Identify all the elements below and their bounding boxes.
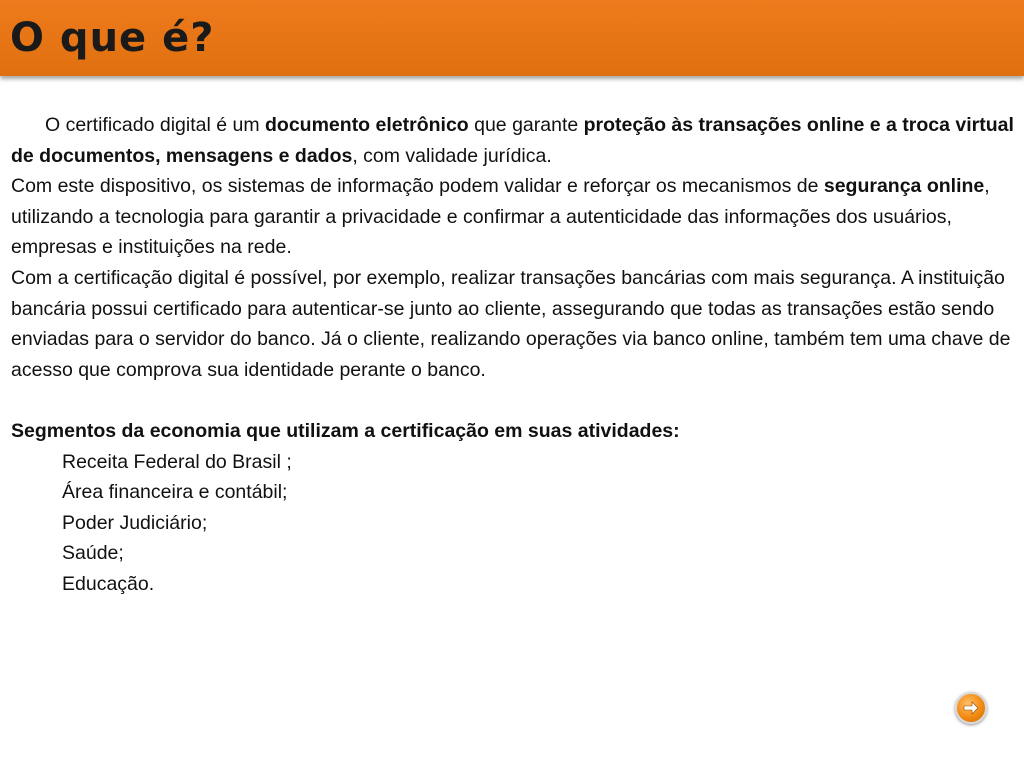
paragraph-text: , utilizando a tecnologia para garantir a privacidade e confirmar a autenticidade das informações dos usuários, empresas e instituições na rede.	[11, 175, 990, 259]
segment-item: Educação.	[62, 572, 155, 595]
segment-item: Saúde;	[62, 542, 124, 565]
paragraph-text: que garante	[468, 114, 584, 136]
spacer	[11, 385, 1014, 416]
segment-item: Receita Federal do Brasil ;	[62, 450, 292, 473]
title-bar	[0, 0, 1024, 76]
segment-list	[11, 447, 1014, 600]
next-slide-button[interactable]	[955, 692, 987, 724]
segment-item: Poder Judiciário;	[62, 511, 208, 534]
segments-heading: Segmentos da economia que utilizam a certificação em suas atividades:	[11, 419, 680, 442]
paragraph-banking: Com a certificação digital é possível, por exemplo, realizar transações bancárias com mais segurança. A instituição bancária possui certificado para autenticar-se junto ao cliente, assegurando que todas as transações estão sendo enviadas para o servidor do banco. Já o cliente, realizando operações via banco online, também tem uma chave de acesso que comprova sua identidade perante o banco.	[11, 266, 1011, 381]
segment-item: Área financeira e contábil;	[62, 481, 288, 504]
bold-phrase: segurança online	[823, 175, 985, 198]
bold-phrase: documento eletrônico	[265, 114, 469, 136]
paragraph-definition	[11, 110, 1014, 171]
bold-phrase: proteção às transações online e a troca virtual de documentos, mensagens e dados	[11, 114, 1014, 167]
paragraph-text: Com este dispositivo, os sistemas de informação podem validar e reforçar os mecanismos de	[11, 175, 824, 198]
paragraph-text: , com validade jurídica.	[352, 144, 552, 167]
paragraph-text: O certificado digital é um	[45, 114, 266, 136]
paragraph-security	[11, 171, 1014, 263]
arrow-right-icon	[962, 699, 980, 717]
slide-title: O que é?	[10, 15, 215, 61]
slide-body	[11, 110, 1014, 600]
